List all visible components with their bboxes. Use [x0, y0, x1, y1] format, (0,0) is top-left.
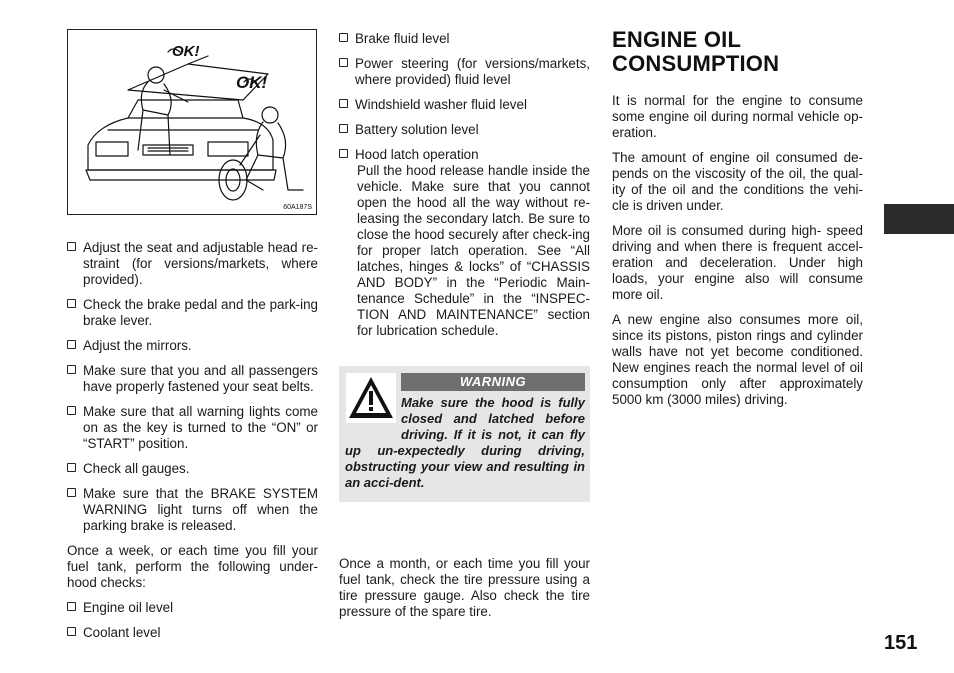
checkbox-icon — [67, 602, 76, 611]
paragraph: The amount of engine oil consumed de-pends on the viscosity of the oil, the qual-ity of the oil and the conditions the vehi-cle is driven under. — [612, 150, 863, 213]
list-item: Check all gauges. — [67, 461, 318, 477]
checkbox-icon — [339, 58, 348, 67]
column-2 — [339, 31, 590, 339]
illustration-hood-check — [67, 29, 317, 215]
tire-pressure-block — [339, 556, 590, 629]
hood-latch-instructions: Pull the hood release handle inside the vehicle. Make sure that you cannot open the hood all the way without re-leasing the secondary latch. Be sure to close the hood securely after check-ing for proper latch operation. See “All latches, hinges & locks” of “CHASSIS AND BODY” in the “Periodic Main-tenance Schedule” in the “INSPEC-TION AND MAINTENANCE” section for lubrication schedule. — [357, 163, 590, 338]
checkbox-icon — [67, 488, 76, 497]
warning-text: Make sure the hood is fully closed and latched before driving. If it is not, it can fly up un-expectedly during driving, obstructing your view and resulting in an acci-dent. — [345, 395, 585, 490]
checklist-underhood — [67, 600, 318, 641]
car-hood-drawing — [68, 30, 316, 214]
list-item: Power steering (for versions/markets, where provided) fluid level — [339, 56, 590, 88]
weekly-check-paragraph: Once a week, or each time you fill your fuel tank, perform the following under-hood checks: — [67, 543, 318, 590]
column-1 — [67, 240, 318, 650]
tire-pressure-paragraph: Once a month, or each time you fill your fuel tank, check the tire pressure using a tire pressure gauge. Also check the tire pressure of the spare tire. — [339, 556, 590, 619]
callout-ok-1: OK! — [172, 43, 200, 60]
list-item: Adjust the mirrors. — [67, 338, 318, 354]
list-item: Check the brake pedal and the park-ing brake lever. — [67, 297, 318, 329]
list-item: Battery solution level — [339, 122, 590, 138]
checkbox-icon — [339, 33, 348, 42]
checkbox-icon — [67, 340, 76, 349]
list-item: Adjust the seat and adjustable head re-straint (for versions/markets, where provided). — [67, 240, 318, 288]
checklist-fluids — [339, 31, 590, 163]
checkbox-icon — [67, 463, 76, 472]
list-item: Brake fluid level — [339, 31, 590, 47]
checkbox-icon — [67, 627, 76, 636]
list-item: Make sure that the BRAKE SYSTEM WARNING light turns off when the parking brake is released. — [67, 486, 318, 534]
checkbox-icon — [67, 365, 76, 374]
page-number: 151 — [884, 632, 918, 654]
paragraph: More oil is consumed during high- speed driving and when there is frequent accel-eration and deceleration. Under high loads, your engine also will consume more oil. — [612, 223, 863, 302]
warning-heading: WARNING — [401, 373, 585, 391]
paragraph: A new engine also consumes more oil, since its pistons, piston rings and cylinder walls have not yet become conditioned. New engines reach the normal level of oil consumption only after approximately 5000 km (3000 miles) driving. — [612, 312, 863, 407]
checkbox-icon — [67, 299, 76, 308]
section-title: ENGINE OIL CONSUMPTION — [612, 27, 780, 76]
checkbox-icon — [339, 99, 348, 108]
list-item: Engine oil level — [67, 600, 318, 616]
warning-box — [339, 366, 590, 502]
section-tab — [884, 204, 954, 234]
checkbox-icon — [67, 406, 76, 415]
list-item: Make sure that all warning lights come on as the key is turned to the “ON” or “START” position. — [67, 404, 318, 452]
checkbox-icon — [67, 242, 76, 251]
list-item: Coolant level — [67, 625, 318, 641]
list-item: Windshield washer fluid level — [339, 97, 590, 113]
figure-code: 60A187S — [283, 204, 312, 211]
column-3 — [612, 28, 863, 417]
checklist-pre-drive — [67, 240, 318, 534]
callout-ok-2: OK! — [236, 73, 268, 92]
paragraph: It is normal for the engine to consume some engine oil during normal vehicle op-eration. — [612, 93, 863, 140]
checkbox-icon — [339, 149, 348, 158]
checkbox-icon — [339, 124, 348, 133]
list-item: Hood latch operation — [339, 147, 590, 163]
list-item: Make sure that you and all passengers have properly fastened your seat belts. — [67, 363, 318, 395]
